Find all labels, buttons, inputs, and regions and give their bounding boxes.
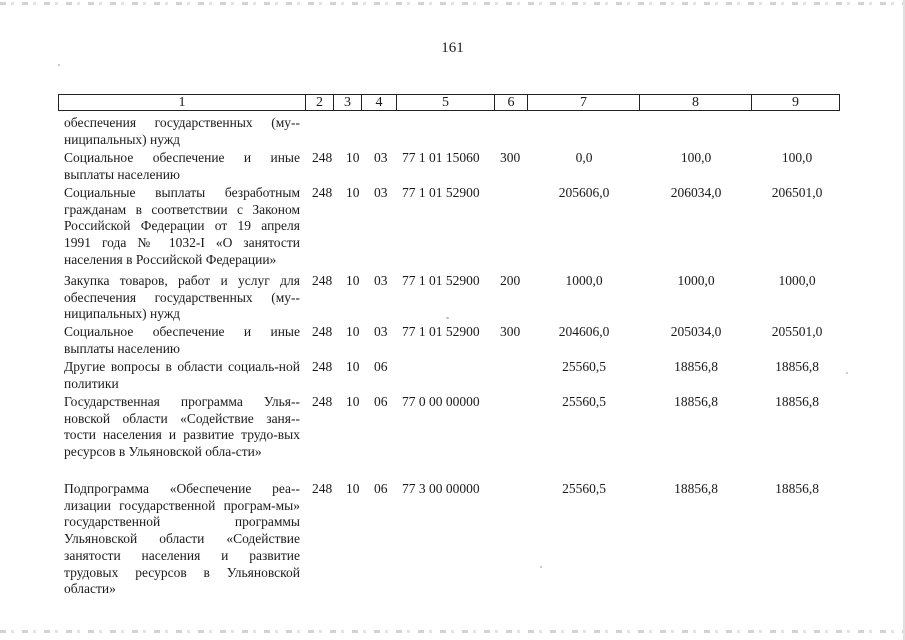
row-code-subsection: 03 [374,324,388,339]
row-value-col7: 25560,5 [562,394,606,409]
header-col-4: 4 [362,94,397,111]
row-code-ministry: 248 [312,150,333,165]
row-name: Социальное обеспечение и иные выплаты населению [64,324,300,356]
row-code-ministry: 248 [312,394,333,409]
row-name: Подпрограмма «Обеспечение реа-лизации государственной програм-мы» государственной программы Ульяновской области «Содействие занятости населения и развитие трудовых ресурсов в Ульяновской области» [64,481,300,597]
row-value-col8: 100,0 [680,150,712,165]
row-code-subsection: 03 [374,150,388,165]
scan-edge-bottom [0,630,905,633]
header-col-9: 9 [752,94,840,111]
row-value-col8: 18856,8 [674,394,718,409]
row-code-section: 10 [346,359,360,374]
scan-speck [846,372,848,374]
row-value-col7: 25560,5 [562,359,606,374]
row-value-col8: 18856,8 [674,359,718,374]
row-code-target: 77 0 00 00000 [402,394,480,409]
row-code-target: 77 1 01 52900 [402,324,480,339]
row-name: Другие вопросы в области социаль-ной политики [64,359,300,391]
row-value-col8: 18856,8 [674,481,718,496]
row-value-col8: 206034,0 [670,185,722,200]
row-value-col7: 205606,0 [558,185,610,200]
row-code-subsection: 03 [374,185,388,200]
header-col-3: 3 [334,94,362,111]
row-code-ministry: 248 [312,359,333,374]
header-col-2: 2 [306,94,334,111]
row-value-col7: 1000,0 [565,273,603,288]
table-header [58,94,840,112]
row-name: обеспечения государственных (му-ниципальных) нужд [64,115,300,147]
row-code-section: 10 [346,185,360,200]
row-code-type: 300 [500,324,521,339]
row-code-ministry: 248 [312,481,333,496]
row-name: Социальное обеспечение и иные выплаты населению [64,150,300,182]
row-code-section: 10 [346,150,360,165]
row-value-col9: 206501,0 [771,185,823,200]
row-code-section: 10 [346,324,360,339]
row-code-section: 10 [346,394,360,409]
header-col-1: 1 [58,94,306,111]
header-col-6: 6 [495,94,528,111]
row-name: Социальные выплаты безработным гражданам в соответствии с Законом Российской Федерации от 19 апреля 1991 года № 1032-I «О занятости населения в Российской Федерации» [64,185,300,267]
row-value-col9: 205501,0 [771,324,823,339]
row-code-subsection: 06 [374,394,388,409]
row-value-col8: 1000,0 [677,273,715,288]
page-number: 161 [441,40,464,56]
row-code-target: 77 1 01 52900 [402,273,480,288]
row-value-col9: 18856,8 [775,394,819,409]
header-col-8: 8 [640,94,752,111]
row-code-section: 10 [346,481,360,496]
row-value-col8: 205034,0 [670,324,722,339]
row-code-target: 77 1 01 52900 [402,185,480,200]
row-name: Закупка товаров, работ и услуг для обеспечения государственных (му-ниципальных) нужд [64,273,300,322]
row-code-ministry: 248 [312,273,333,288]
row-code-target: 77 1 01 15060 [402,150,480,165]
scan-speck [446,317,449,319]
row-name: Государственная программа Улья-новской области «Содействие заня-тости населения и развитие трудо-вых ресурсов в Ульяновской обла-сти» [64,394,300,460]
row-value-col9: 18856,8 [775,359,819,374]
row-code-target: 77 3 00 00000 [402,481,480,496]
row-code-subsection: 06 [374,359,388,374]
row-code-ministry: 248 [312,185,333,200]
header-col-5: 5 [397,94,495,111]
row-code-section: 10 [346,273,360,288]
row-code-subsection: 03 [374,273,388,288]
header-col-7: 7 [528,94,640,111]
row-value-col7: 25560,5 [562,481,606,496]
row-code-ministry: 248 [312,324,333,339]
row-value-col9: 100,0 [781,150,813,165]
row-value-col7: 0,0 [575,150,593,165]
scan-edge-top [0,2,905,5]
row-code-type: 300 [500,150,521,165]
row-code-subsection: 06 [374,481,388,496]
scan-speck [58,64,60,66]
row-code-type: 200 [500,273,521,288]
row-value-col9: 1000,0 [778,273,816,288]
row-value-col9: 18856,8 [775,481,819,496]
scan-speck [540,566,542,568]
row-value-col7: 204606,0 [558,324,610,339]
